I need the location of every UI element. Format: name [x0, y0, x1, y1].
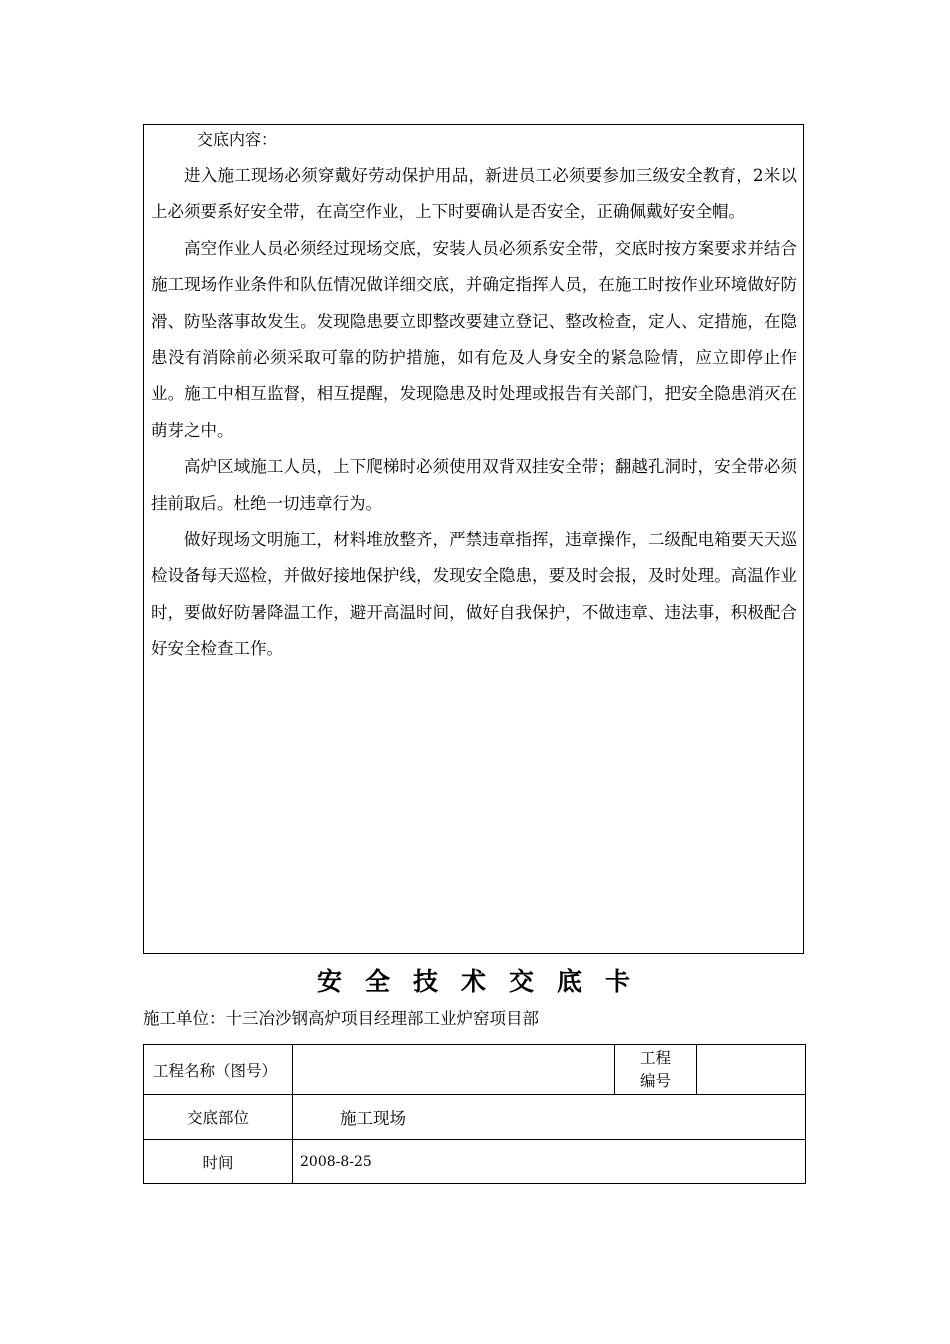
- disclosure-paragraph-4: 做好现场文明施工，材料堆放整齐，严禁违章指挥，违章操作，二级配电箱要天天巡检设备每天巡检，并做好接地保护线，发现安全隐患，要及时会报，及时处理。高温作业时，要做好防暑降温工作，避开高温时间，做好自我保护，不做违章、违法事，积极配合好安全检查工作。: [151, 530, 797, 659]
- table-row: [144, 1045, 806, 1095]
- disclosure-paragraph-2: 高空作业人员必须经过现场交底，安装人员必须系安全带，交底时按方案要求并结合施工现场作业条件和队伍情况做详细交底，并确定指挥人员，在施工时按作业环境做好防滑、防坠落事故发生。发现隐患要立即整改要建立登记、整改检查，定人、定措施，在隐患没有消除前必须采取可靠的防护措施，如有危及人身安全的紧急险情，应立即停止作业。施工中相互监督，相互提醒，发现隐患及时处理或报告有关部门，把安全隐患消灭在萌芽之中。: [151, 238, 797, 440]
- table-row: [144, 1095, 806, 1140]
- project-no-value: [697, 1045, 806, 1095]
- time-value: 2008-8-25: [293, 1140, 806, 1184]
- project-name-value: [293, 1045, 615, 1095]
- table-row: [144, 1140, 806, 1184]
- project-no-label-line-2: 编号: [639, 1071, 671, 1090]
- project-no-label: [615, 1045, 697, 1095]
- disclosure-paragraph-3: 高炉区域施工人员，上下爬梯时必须使用双背双挂安全带；翻越孔洞时，安全带必须挂前取后。杜绝一切违章行为。: [151, 457, 797, 513]
- location-label: 交底部位: [144, 1095, 293, 1140]
- project-info-table: [143, 1044, 806, 1184]
- disclosure-label: 交底内容：: [197, 130, 278, 149]
- project-name-label: 工程名称（图号）: [144, 1045, 293, 1095]
- disclosure-paragraph-1: 进入施工现场必须穿戴好劳动保护用品，新进员工必须要参加三级安全教育，2米以上必须要系好安全带，在高空作业，上下时要确认是否安全，正确佩戴好安全帽。: [151, 166, 797, 222]
- location-value: 施工现场: [293, 1095, 806, 1140]
- disclosure-body: [151, 158, 797, 668]
- construction-unit-line: 施工单位：十三冶沙钢高炉项目经理部工业炉窑项目部: [143, 1009, 539, 1028]
- time-label: 时间: [144, 1140, 293, 1184]
- card-title: 安全技术交底卡: [316, 967, 653, 996]
- disclosure-content-box: [143, 124, 804, 954]
- project-no-label-line-1: 工程: [639, 1048, 671, 1067]
